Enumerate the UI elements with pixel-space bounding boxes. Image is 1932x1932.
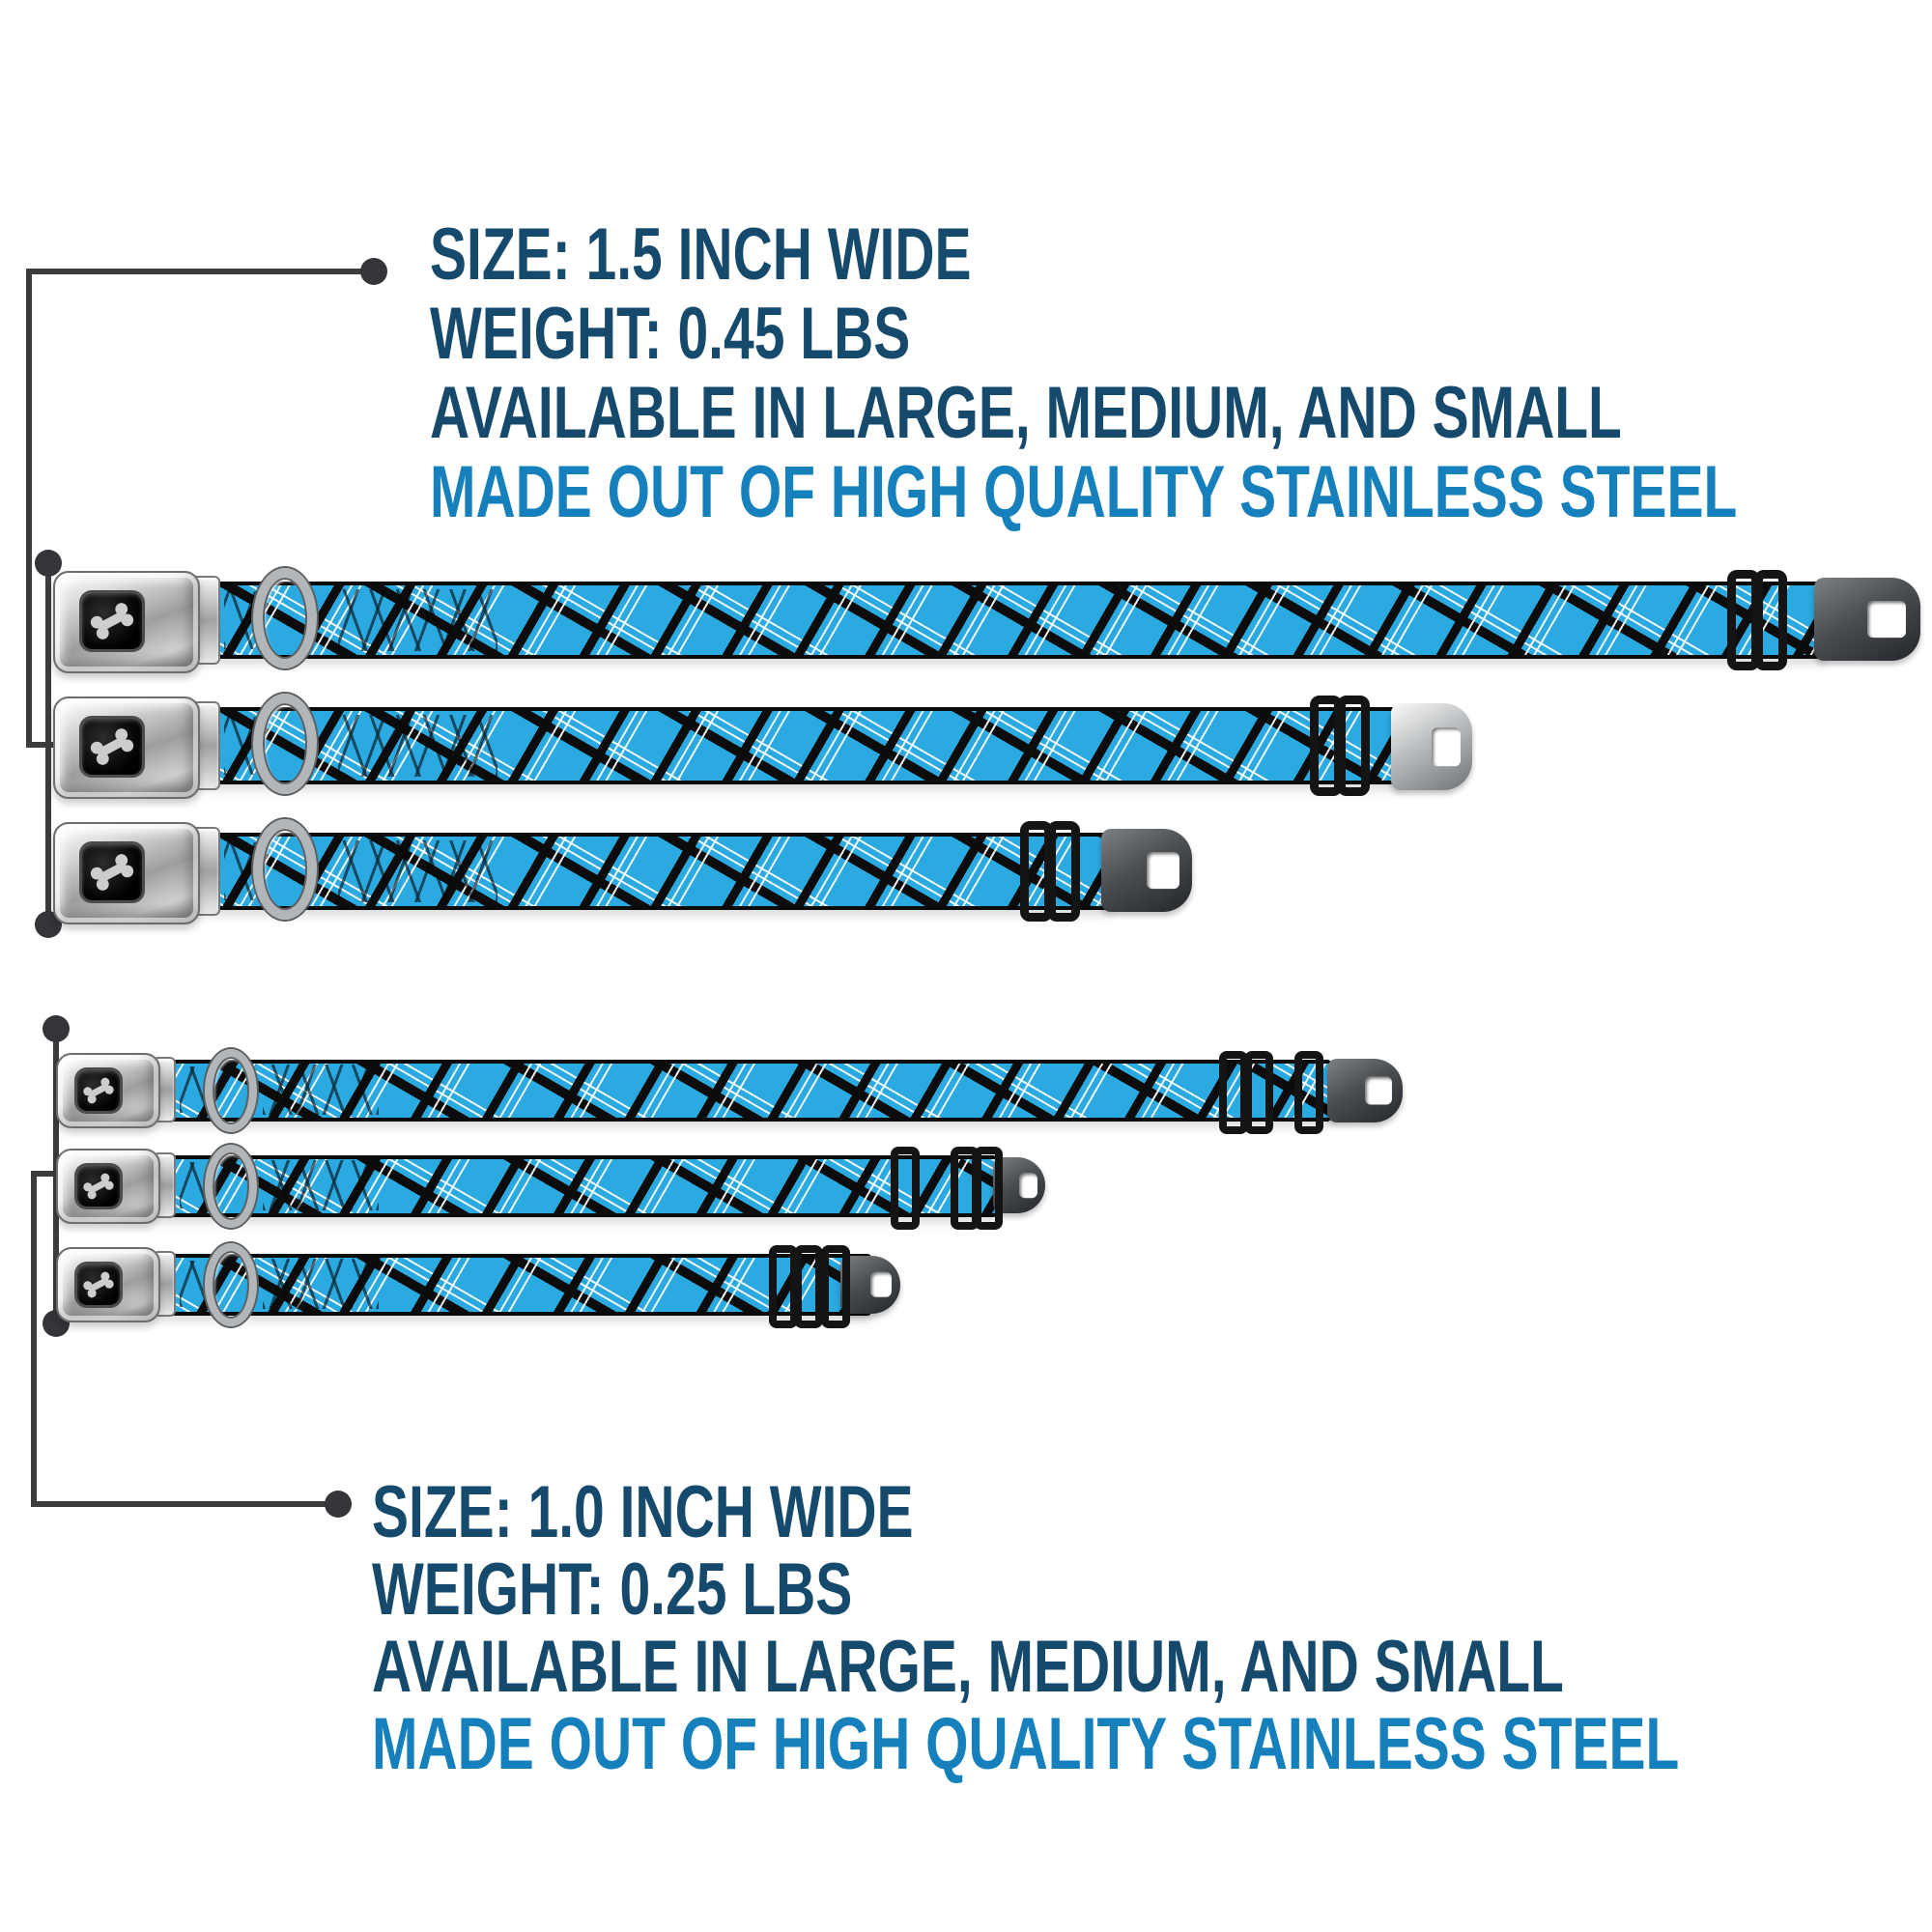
seatbelt-tongue [1327, 1059, 1403, 1122]
seatbelt-buckle [56, 1247, 160, 1322]
tongue-slot [1432, 727, 1461, 766]
buckle-screen [82, 719, 142, 775]
buckle-screen [77, 1070, 120, 1111]
stitch-marks [338, 589, 497, 651]
top-bracket-upper-dot [35, 550, 62, 577]
buckle-screen [77, 1166, 120, 1207]
spec-top-size: SIZE: 1.5 INCH WIDE [430, 213, 972, 296]
tongue-slot [1147, 852, 1179, 889]
dog-bone-icon [85, 723, 139, 770]
strap-slider [1244, 1051, 1273, 1134]
spec-bottom-availability: AVAILABLE IN LARGE, MEDIUM, AND SMALL [372, 1626, 1564, 1708]
o-ring [205, 1049, 257, 1132]
seatbelt-buckle [56, 1053, 160, 1128]
spec-bottom-weight: WEIGHT: 0.25 LBS [372, 1548, 853, 1631]
o-ring [205, 1243, 257, 1326]
d-ring [253, 568, 317, 668]
o-ring [205, 1145, 257, 1228]
top-bracket-hline [26, 269, 374, 274]
dog-bone-icon [85, 597, 139, 644]
d-ring [253, 819, 317, 920]
stitch-marks [180, 1162, 205, 1208]
stitch-marks [263, 1065, 379, 1115]
tongue-slot [870, 1272, 892, 1297]
top-bracket-vline [26, 269, 32, 748]
stitch-marks [180, 1066, 205, 1113]
buckle-screen [82, 593, 142, 649]
bottom-bracket-text-dot [325, 1491, 352, 1518]
seatbelt-tongue [1391, 703, 1472, 790]
strap-slider [794, 1245, 823, 1328]
stitch-marks [263, 1259, 379, 1309]
seatbelt-buckle [53, 571, 200, 673]
strap-slider [821, 1245, 850, 1328]
stitch-marks [338, 840, 497, 902]
dog-bone-icon [79, 1073, 118, 1107]
tongue-slot [1365, 1076, 1392, 1104]
stitch-marks [180, 1261, 205, 1307]
buckle-screen [77, 1264, 120, 1305]
dog-bone-icon [79, 1267, 118, 1301]
dog-bone-icon [85, 848, 139, 895]
spec-top-weight: WEIGHT: 0.45 LBS [430, 293, 911, 375]
tongue-slot [1019, 1173, 1037, 1198]
strap-slider [1337, 696, 1370, 796]
spec-top-availability: AVAILABLE IN LARGE, MEDIUM, AND SMALL [430, 372, 1622, 454]
stitch-marks [338, 715, 497, 777]
spec-bottom-material: MADE OUT OF HIGH QUALITY STAINLESS STEEL [372, 1703, 1680, 1785]
d-ring [253, 694, 317, 794]
stitch-marks [263, 1160, 379, 1210]
spec-top-material: MADE OUT OF HIGH QUALITY STAINLESS STEEL [430, 451, 1738, 533]
bottom-bracket-hline [31, 1501, 338, 1507]
strap-slider [1754, 570, 1787, 670]
seatbelt-buckle [53, 696, 200, 799]
strap-slider [1047, 821, 1080, 922]
top-bracket-text-dot [360, 258, 387, 285]
collar-strap [191, 833, 1109, 910]
tongue-slot [1867, 601, 1906, 638]
bottom-bracket-upper-dot [43, 1015, 70, 1042]
strap-slider [1294, 1051, 1323, 1134]
buckle-screen [82, 844, 142, 900]
top-bracket-inner-vline [45, 563, 51, 924]
seatbelt-buckle [56, 1149, 160, 1224]
strap-slider [891, 1147, 920, 1230]
seatbelt-tongue [1101, 829, 1192, 912]
bottom-bracket-vline [31, 1171, 37, 1507]
seatbelt-tongue [1814, 578, 1920, 661]
strap-slider [974, 1147, 1003, 1230]
spec-bottom-size: SIZE: 1.0 INCH WIDE [372, 1471, 914, 1553]
seatbelt-buckle [53, 822, 200, 924]
dog-bone-icon [79, 1169, 118, 1203]
